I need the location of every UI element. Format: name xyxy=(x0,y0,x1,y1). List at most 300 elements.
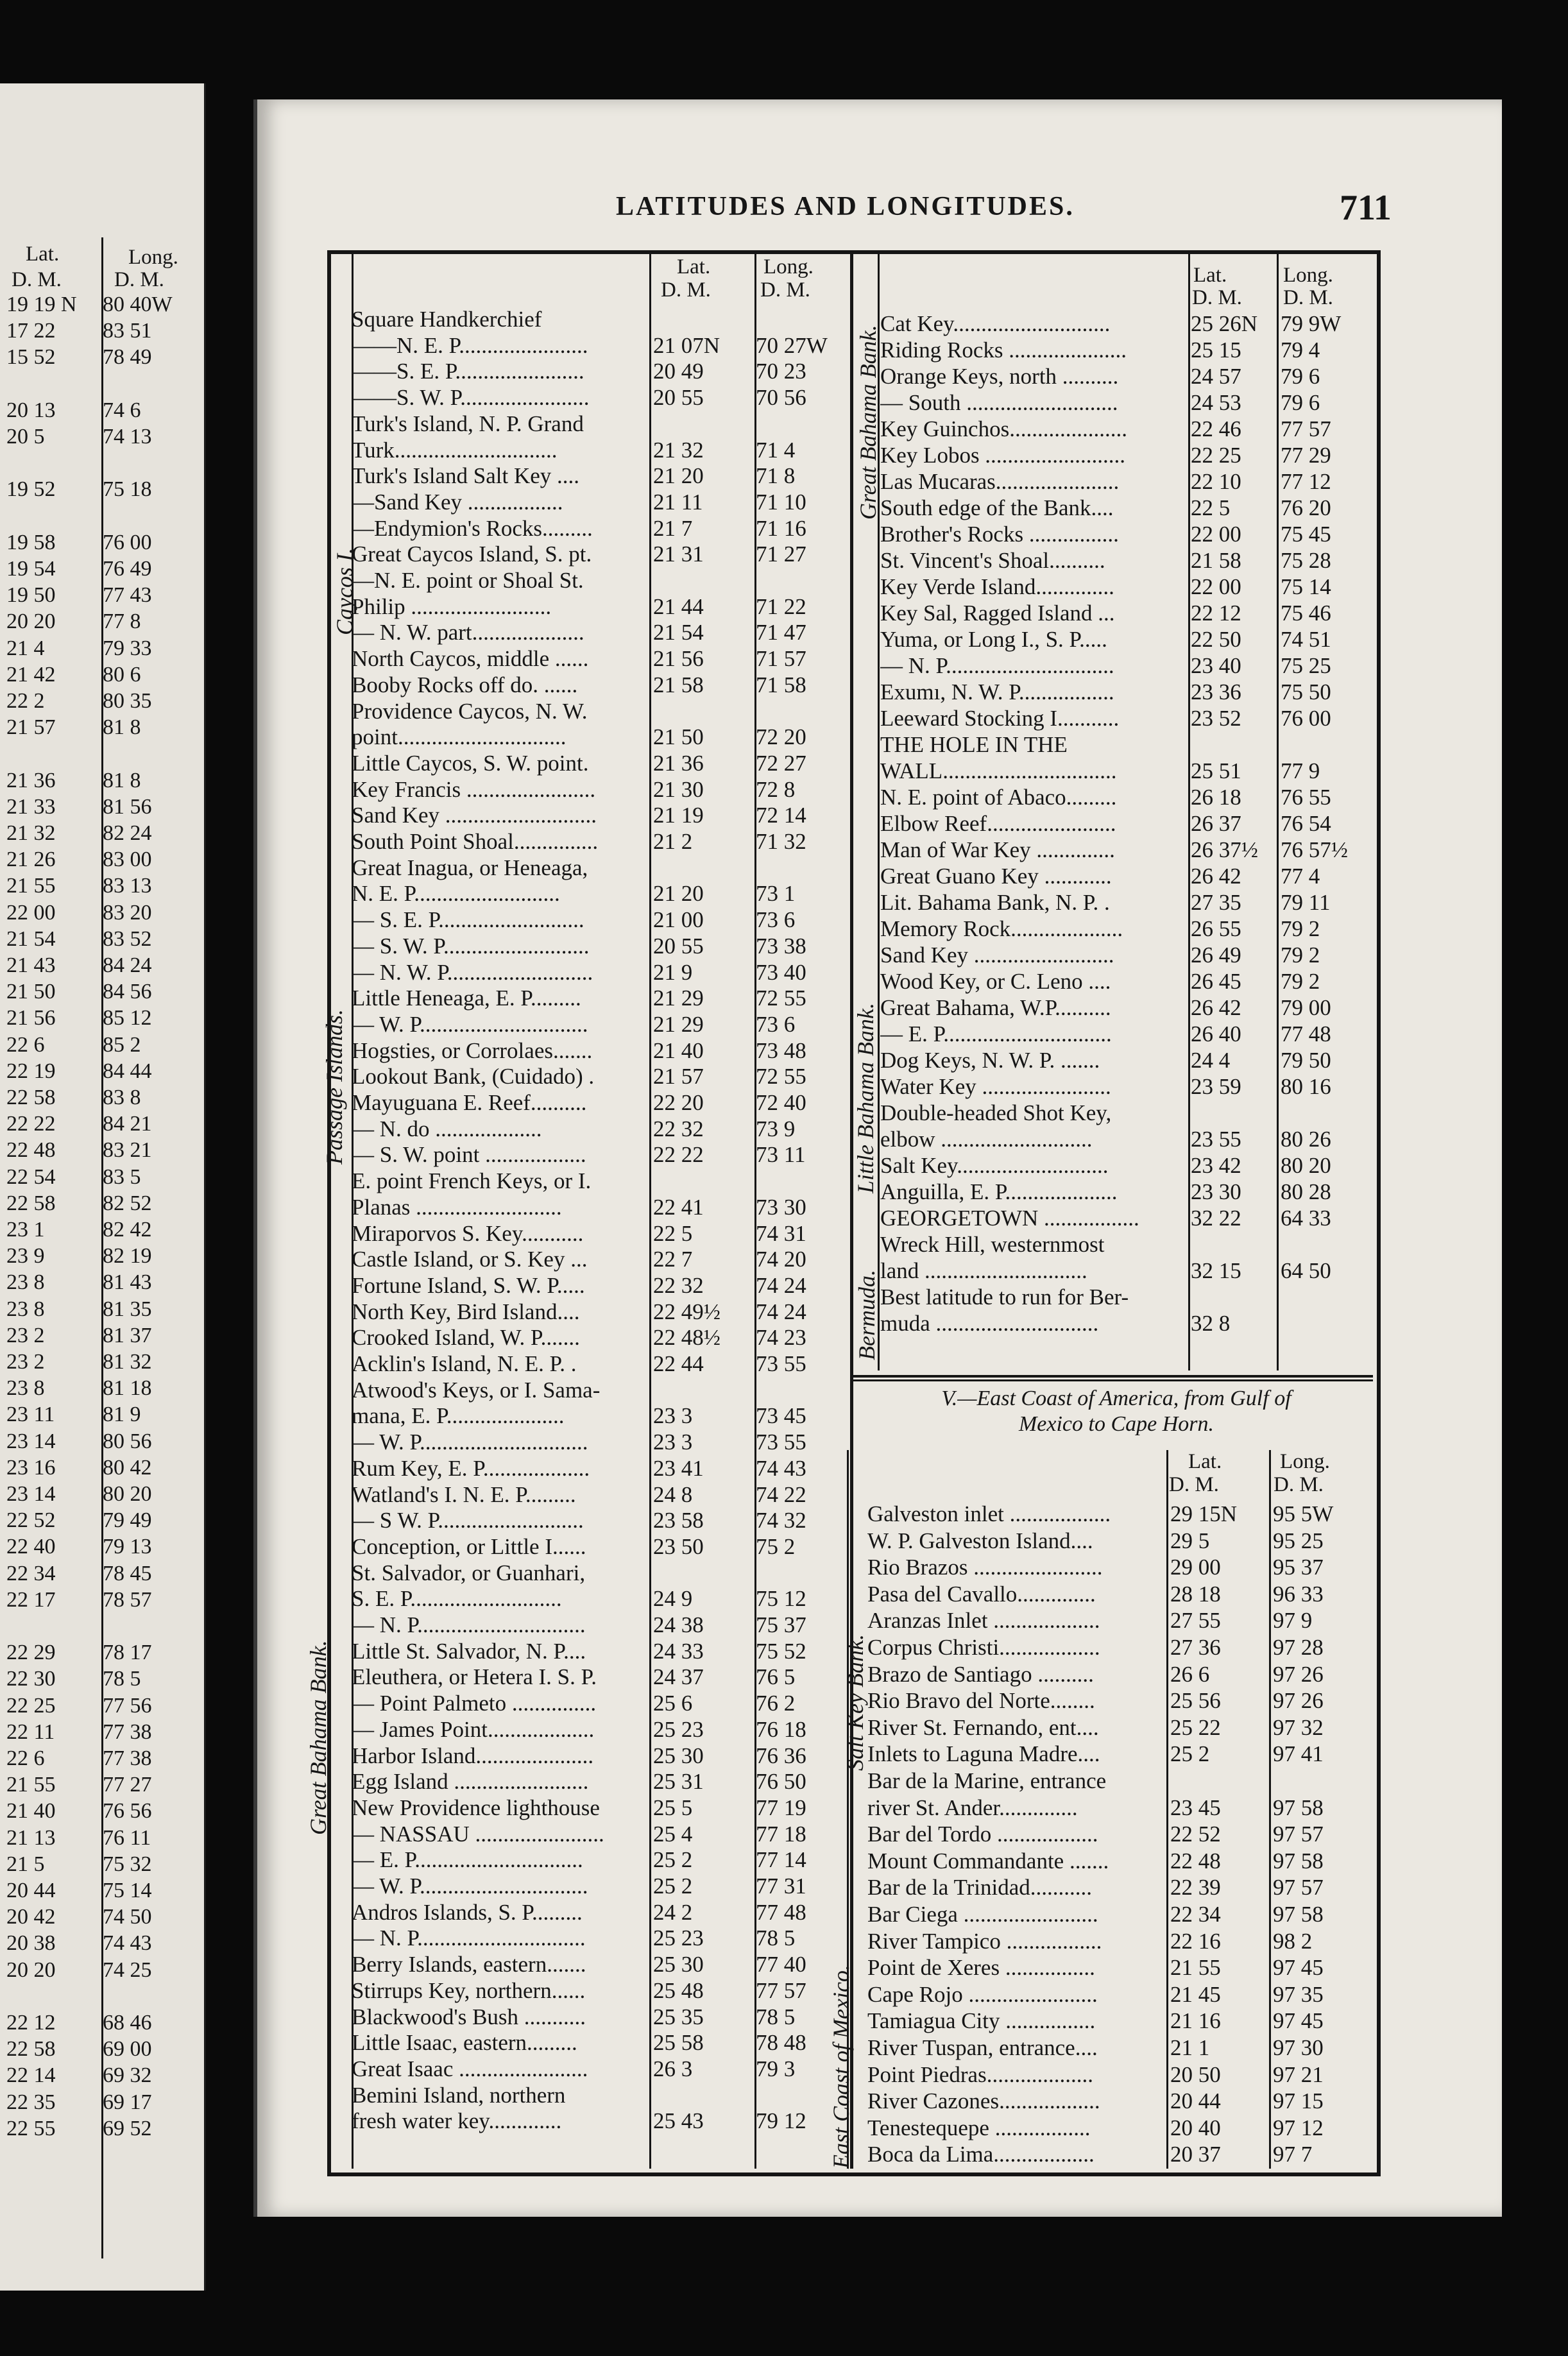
left-latitude: 17 22 xyxy=(6,319,56,343)
latitude-value: 22 46 xyxy=(1191,416,1241,441)
table-row xyxy=(352,2108,852,2134)
left-longitude: 74 6 xyxy=(103,398,141,422)
left-longitude: 74 13 xyxy=(103,425,152,448)
latitude-value: 21 54 xyxy=(653,620,704,645)
place-name: Wood Key, or C. Leno .... xyxy=(880,969,1111,994)
table-row xyxy=(352,333,852,359)
place-name: Atwood's Keys, or I. Sama- xyxy=(352,1377,601,1403)
latitude-value: 28 18 xyxy=(1170,1581,1221,1607)
left-longitude: 80 42 xyxy=(103,1455,152,1480)
latitude-value: 25 26N xyxy=(1191,311,1258,336)
place-name: Memory Rock.................... xyxy=(880,916,1123,941)
latitude-value: 26 18 xyxy=(1191,785,1241,810)
table-row xyxy=(867,1822,1374,1847)
latitude-value: 25 23 xyxy=(653,1925,704,1951)
table-row xyxy=(352,411,852,437)
place-name: Great Guano Key ............ xyxy=(880,864,1112,889)
longitude-value: 97 7 xyxy=(1273,2142,1313,2167)
place-name: Sand Key ........................... xyxy=(352,803,597,828)
latitude-value: 21 57 xyxy=(653,1064,704,1089)
table-row xyxy=(352,1612,852,1638)
place-name: Orange Keys, north .......... xyxy=(880,364,1119,389)
table-row xyxy=(880,706,1374,731)
longitude-value: 70 56 xyxy=(756,385,806,411)
longitude-value: 97 9 xyxy=(1273,1608,1313,1634)
place-name: Cat Key............................ xyxy=(880,311,1111,336)
table-row xyxy=(880,1153,1374,1179)
place-name: — E. P.............................. xyxy=(880,1021,1112,1046)
place-name: River St. Fernando, ent.... xyxy=(867,1714,1099,1740)
table-row xyxy=(880,758,1374,784)
longitude-value: 71 22 xyxy=(756,593,806,619)
latitude-value: 29 15N xyxy=(1170,1501,1238,1526)
place-name: Tenestequepe ................. xyxy=(867,2115,1091,2140)
left-longitude: 84 21 xyxy=(103,1112,152,1136)
longitude-value: 71 16 xyxy=(756,515,806,541)
place-name: muda ............................. xyxy=(880,1311,1099,1336)
left-header-dm: D. M. xyxy=(12,268,62,291)
table-row xyxy=(867,1929,1374,1954)
longitude-value: 75 25 xyxy=(1281,653,1331,678)
left-latitude: 20 44 xyxy=(6,1879,56,1902)
place-name: Stirrups Key, northern...... xyxy=(352,1977,586,2003)
latitude-value: 21 44 xyxy=(653,593,704,619)
place-name: — S. E. P.......................... xyxy=(352,907,584,933)
place-name: Tamiagua City ................ xyxy=(867,2008,1096,2034)
place-name: Andros Islands, S. P......... xyxy=(352,1899,583,1925)
longitude-value: 73 55 xyxy=(756,1430,806,1455)
group-label-great-bahama-right: Great Bahama Bank. xyxy=(855,325,881,520)
table-row xyxy=(867,2008,1374,2034)
left-latitude: 20 42 xyxy=(6,1905,56,1929)
latitude-value: 26 42 xyxy=(1191,995,1241,1020)
table-row xyxy=(867,1715,1374,1741)
col3-header-lat: Lat. xyxy=(1188,1450,1222,1473)
left-latitude: 23 1 xyxy=(6,1218,45,1242)
place-name: Rio Brazos ....................... xyxy=(867,1555,1103,1580)
place-name: land ............................. xyxy=(880,1258,1087,1283)
latitude-value: 26 3 xyxy=(653,2056,693,2081)
place-name: Great Isaac ....................... xyxy=(352,2056,588,2081)
left-latitude: 22 58 xyxy=(6,1191,56,1215)
table-row xyxy=(880,916,1374,942)
table-row xyxy=(352,1743,852,1769)
longitude-value: 73 6 xyxy=(756,1011,796,1037)
place-name: ——S. W. P....................... xyxy=(352,385,590,411)
place-name: Leeward Stocking I........... xyxy=(880,706,1120,731)
place-name: Providence Caycos, N. W. xyxy=(352,698,588,724)
longitude-value: 97 58 xyxy=(1273,1848,1324,1874)
longitude-value: 80 26 xyxy=(1281,1127,1331,1152)
table-row xyxy=(352,1822,852,1847)
longitude-value: 77 14 xyxy=(756,1847,806,1873)
latitude-value: 24 8 xyxy=(653,1481,693,1507)
longitude-value: 64 50 xyxy=(1281,1258,1331,1283)
left-longitude: 84 56 xyxy=(103,980,152,1004)
left-latitude: 22 34 xyxy=(6,1561,56,1585)
table-row xyxy=(867,1608,1374,1634)
place-name: N. E. P.......................... xyxy=(352,881,560,907)
place-name: mana, E. P..................... xyxy=(352,1403,565,1429)
col1-header-long-dm: D. M. xyxy=(760,278,810,302)
latitude-value: 25 30 xyxy=(653,1743,704,1768)
table-row xyxy=(880,837,1374,863)
longitude-value: 98 2 xyxy=(1273,1928,1313,1954)
group-label-caycos: Caycos I. xyxy=(332,548,357,635)
latitude-value: 24 37 xyxy=(653,1664,704,1690)
table-row xyxy=(352,1168,852,1194)
latitude-value: 21 45 xyxy=(1170,1981,1221,2007)
left-header-long: Long. xyxy=(128,246,178,269)
place-name: Philip ......................... xyxy=(352,593,552,619)
longitude-value: 78 48 xyxy=(756,2030,806,2056)
latitude-value: 22 00 xyxy=(1191,522,1241,547)
place-name: elbow ........................... xyxy=(880,1127,1093,1152)
longitude-value: 71 32 xyxy=(756,829,806,854)
place-name: E. point French Keys, or I. xyxy=(352,1168,592,1194)
longitude-value: 75 2 xyxy=(756,1533,796,1559)
table-row xyxy=(352,516,852,542)
table-row xyxy=(352,1691,852,1716)
table-row xyxy=(352,751,852,776)
latitude-value: 21 56 xyxy=(653,646,704,672)
left-longitude: 75 18 xyxy=(103,477,152,502)
longitude-value: 97 15 xyxy=(1273,2088,1324,2114)
table-row xyxy=(880,785,1374,810)
place-name: St. Vincent's Shoal.......... xyxy=(880,548,1105,573)
left-latitude: 22 19 xyxy=(6,1059,56,1083)
longitude-value: 96 33 xyxy=(1273,1581,1324,1607)
longitude-value: 75 14 xyxy=(1281,574,1331,599)
table-row xyxy=(880,601,1374,626)
longitude-value: 72 55 xyxy=(756,986,806,1011)
table-row xyxy=(352,1508,852,1533)
left-longitude: 68 46 xyxy=(103,2011,152,2035)
longitude-value: 70 27W xyxy=(756,332,828,358)
table-row xyxy=(352,1351,852,1377)
latitude-value: 25 6 xyxy=(653,1691,693,1716)
place-name: St. Salvador, or Guanhari, xyxy=(352,1560,586,1585)
left-longitude: 85 12 xyxy=(103,1006,152,1030)
place-name: River Cazones.................. xyxy=(867,2088,1100,2114)
latitude-value: 26 55 xyxy=(1191,916,1241,941)
left-latitude: 20 38 xyxy=(6,1931,56,1956)
longitude-value: 77 57 xyxy=(1281,416,1331,441)
table-row xyxy=(352,1195,852,1220)
place-name: — S. W. P.......................... xyxy=(352,933,590,959)
longitude-value: 97 28 xyxy=(1273,1635,1324,1660)
table-row xyxy=(352,881,852,907)
place-name: Water Key ....................... xyxy=(880,1074,1111,1099)
table-row xyxy=(352,1378,852,1403)
table-row xyxy=(880,443,1374,468)
longitude-value: 74 20 xyxy=(756,1247,806,1272)
place-name: Sand Key ......................... xyxy=(880,943,1114,968)
left-longitude: 83 5 xyxy=(103,1165,141,1189)
longitude-value: 73 6 xyxy=(756,907,796,933)
left-longitude: 82 19 xyxy=(103,1244,152,1268)
left-longitude: 83 21 xyxy=(103,1138,152,1163)
table-row xyxy=(352,1090,852,1116)
table-row xyxy=(880,627,1374,653)
table-row xyxy=(867,1982,1374,2008)
left-latitude: 22 22 xyxy=(6,1112,56,1136)
place-name: South edge of the Bank.... xyxy=(880,495,1114,520)
place-name: Little Heneaga, E. P......... xyxy=(352,986,581,1011)
latitude-value: 22 48 xyxy=(1170,1848,1221,1874)
table-row xyxy=(352,1064,852,1089)
table-row xyxy=(867,2062,1374,2088)
longitude-value: 77 29 xyxy=(1281,443,1331,468)
left-latitude: 21 5 xyxy=(6,1852,45,1876)
col2-header-lat-dm: D. M. xyxy=(1192,286,1242,309)
place-name: Bar de la Marine, entrance xyxy=(867,1768,1107,1793)
place-name: South Point Shoal............... xyxy=(352,829,599,854)
left-latitude: 22 25 xyxy=(6,1693,56,1718)
place-name: —N. E. point or Shoal St. xyxy=(352,568,584,593)
table-row xyxy=(352,1534,852,1560)
place-name: Turk's Island Salt Key .... xyxy=(352,463,580,489)
latitude-value: 22 5 xyxy=(653,1220,693,1246)
place-name: Inlets to Laguna Madre.... xyxy=(867,1741,1100,1767)
latitude-value: 23 50 xyxy=(653,1533,704,1559)
left-latitude: 23 8 xyxy=(6,1270,45,1295)
latitude-value: 21 11 xyxy=(653,489,703,515)
place-name: Boca da Lima.................. xyxy=(867,2142,1095,2167)
longitude-value: 79 00 xyxy=(1281,995,1331,1020)
latitude-value: 22 22 xyxy=(653,1142,704,1168)
left-latitude: 21 57 xyxy=(6,715,56,740)
latitude-value: 25 2 xyxy=(653,1847,693,1873)
latitude-value: 21 00 xyxy=(653,907,704,933)
longitude-value: 97 57 xyxy=(1273,1875,1324,1900)
left-longitude: 83 20 xyxy=(103,900,152,925)
left-latitude: 22 6 xyxy=(6,1032,45,1057)
longitude-value: 76 00 xyxy=(1281,706,1331,731)
longitude-value: 71 4 xyxy=(756,437,796,463)
place-name: Great Caycos Island, S. pt. xyxy=(352,542,592,567)
place-name: W. P. Galveston Island.... xyxy=(867,1528,1093,1553)
place-name: — W. P.............................. xyxy=(352,1011,588,1037)
latitude-value: 20 40 xyxy=(1170,2115,1221,2140)
left-latitude: 22 55 xyxy=(6,2116,56,2140)
longitude-value: 75 46 xyxy=(1281,601,1331,626)
latitude-value: 27 55 xyxy=(1170,1608,1221,1634)
place-name: ——S. E. P....................... xyxy=(352,359,584,384)
table-row xyxy=(880,890,1374,916)
latitude-value: 23 41 xyxy=(653,1455,704,1481)
longitude-value: 73 38 xyxy=(756,933,806,959)
left-latitude: 22 40 xyxy=(6,1535,56,1559)
left-latitude: 20 13 xyxy=(6,398,56,422)
table-row xyxy=(352,986,852,1011)
left-latitude: 19 54 xyxy=(6,557,56,581)
left-longitude: 81 43 xyxy=(103,1270,152,1295)
longitude-value: 79 6 xyxy=(1281,390,1320,415)
left-longitude: 83 51 xyxy=(103,319,152,343)
col2-header-lat: Lat. xyxy=(1193,264,1227,287)
place-name: North Caycos, middle ...... xyxy=(352,646,589,672)
table-row xyxy=(352,803,852,828)
longitude-value: 75 50 xyxy=(1281,679,1331,704)
latitude-value: 24 2 xyxy=(653,1899,693,1925)
place-name: Key Guinchos..................... xyxy=(880,416,1127,441)
left-latitude: 23 14 xyxy=(6,1429,56,1453)
longitude-value: 77 12 xyxy=(1281,469,1331,494)
latitude-value: 20 44 xyxy=(1170,2088,1221,2114)
left-longitude: 78 5 xyxy=(103,1667,141,1691)
latitude-value: 22 49½ xyxy=(653,1299,720,1324)
place-name: Square Handkerchief xyxy=(352,307,542,332)
left-longitude: 80 20 xyxy=(103,1482,152,1506)
left-latitude: 21 42 xyxy=(6,662,56,687)
table-row xyxy=(880,864,1374,889)
place-name: Egg Island ........................ xyxy=(352,1769,589,1795)
left-latitude: 19 19 N xyxy=(6,293,77,316)
latitude-value: 25 58 xyxy=(653,2030,704,2056)
place-name: Man of War Key .............. xyxy=(880,837,1115,862)
longitude-value: 76 2 xyxy=(756,1691,796,1716)
place-name: — E. P.............................. xyxy=(352,1847,583,1873)
left-latitude: 22 17 xyxy=(6,1587,56,1612)
latitude-value: 20 37 xyxy=(1170,2142,1221,2167)
table-row xyxy=(352,490,852,515)
table-row xyxy=(880,1100,1374,1126)
table-row xyxy=(352,1925,852,1951)
left-longitude: 83 13 xyxy=(103,874,152,898)
latitude-value: 21 32 xyxy=(653,437,704,463)
place-name: Mayuguana E. Reef.......... xyxy=(352,1090,587,1115)
table-row xyxy=(352,1952,852,1977)
left-latitude: 22 29 xyxy=(6,1641,56,1665)
place-name: GEORGETOWN ................. xyxy=(880,1206,1139,1231)
longitude-value: 77 19 xyxy=(756,1795,806,1820)
left-latitude: 21 26 xyxy=(6,848,56,872)
place-name: Wreck Hill, westernmost xyxy=(880,1232,1105,1257)
place-name: Point de Xeres ................ xyxy=(867,1955,1095,1981)
longitude-value: 71 47 xyxy=(756,620,806,645)
longitude-value: 77 40 xyxy=(756,1952,806,1977)
table-row xyxy=(352,1769,852,1795)
place-name: Elbow Reef....................... xyxy=(880,811,1116,836)
left-longitude: 75 32 xyxy=(103,1852,152,1876)
table-row xyxy=(867,1582,1374,1607)
longitude-value: 77 4 xyxy=(1281,864,1320,889)
left-longitude: 81 32 xyxy=(103,1350,152,1374)
left-latitude: 21 33 xyxy=(6,794,56,819)
place-name: — N. P.............................. xyxy=(352,1925,586,1951)
place-name: Crooked Island, W. P....... xyxy=(352,1325,580,1351)
latitude-value: 21 55 xyxy=(1170,1955,1221,1981)
longitude-value: 77 48 xyxy=(756,1899,806,1925)
place-name: Double-headed Shot Key, xyxy=(880,1100,1112,1125)
table-row xyxy=(352,724,852,750)
left-latitude: 21 43 xyxy=(6,953,56,977)
table-row xyxy=(352,855,852,881)
left-header-lat: Lat. xyxy=(26,243,60,266)
longitude-value: 97 30 xyxy=(1273,2035,1324,2060)
left-longitude: 83 00 xyxy=(103,848,152,872)
place-name: Booby Rocks off do. ...... xyxy=(352,672,578,697)
table-row xyxy=(880,811,1374,837)
table-row xyxy=(880,1206,1374,1231)
table-row xyxy=(352,620,852,645)
left-longitude: 78 49 xyxy=(103,345,152,370)
latitude-value: 29 00 xyxy=(1170,1555,1221,1580)
left-latitude: 21 56 xyxy=(6,1006,56,1030)
latitude-value: 22 25 xyxy=(1191,443,1241,468)
table-row xyxy=(352,934,852,959)
table-row xyxy=(880,469,1374,495)
table-row xyxy=(867,1528,1374,1554)
table-row xyxy=(352,594,852,620)
left-latitude: 21 50 xyxy=(6,980,56,1004)
longitude-value: 76 20 xyxy=(1281,495,1331,520)
latitude-value: 21 58 xyxy=(1191,548,1241,573)
col3-header-lat-dm: D. M. xyxy=(1169,1473,1219,1496)
place-name: Little Caycos, S. W. point. xyxy=(352,750,589,776)
longitude-value: 72 40 xyxy=(756,1090,806,1115)
latitude-value: 23 42 xyxy=(1191,1153,1241,1178)
place-name: Brother's Rocks ................ xyxy=(880,522,1119,547)
longitude-value: 73 9 xyxy=(756,1116,796,1141)
table-row xyxy=(867,1501,1374,1527)
table-row xyxy=(867,1955,1374,1981)
latitude-value: 32 22 xyxy=(1191,1206,1241,1231)
group-label-little-bahama: Little Bahama Bank. xyxy=(853,1003,878,1193)
longitude-value: 64 33 xyxy=(1281,1206,1331,1231)
table-row xyxy=(352,1247,852,1272)
table-row xyxy=(880,1127,1374,1152)
place-name: Rio Bravo del Norte........ xyxy=(867,1688,1095,1714)
longitude-value: 79 9W xyxy=(1281,311,1342,336)
longitude-value: 76 50 xyxy=(756,1769,806,1795)
latitude-value: 21 29 xyxy=(653,986,704,1011)
left-latitude: 22 00 xyxy=(6,900,56,925)
latitude-value: 22 16 xyxy=(1170,1928,1221,1954)
latitude-value: 24 38 xyxy=(653,1612,704,1637)
latitude-value: 25 43 xyxy=(653,2108,704,2134)
longitude-value: 75 45 xyxy=(1281,522,1331,547)
longitude-value: 77 31 xyxy=(756,1874,806,1899)
left-longitude: 76 56 xyxy=(103,1799,152,1823)
table-row xyxy=(352,1560,852,1586)
longitude-value: 97 58 xyxy=(1273,1902,1324,1927)
left-longitude: 77 27 xyxy=(103,1773,152,1797)
longitude-value: 97 57 xyxy=(1273,1822,1324,1847)
place-name: Bar de la Trinidad........... xyxy=(867,1875,1092,1900)
left-latitude: 23 14 xyxy=(6,1482,56,1506)
longitude-value: 79 2 xyxy=(1281,969,1320,994)
latitude-value: 21 9 xyxy=(653,959,693,985)
table-row xyxy=(867,1875,1374,1900)
latitude-value: 23 59 xyxy=(1191,1074,1241,1099)
longitude-value: 80 28 xyxy=(1281,1179,1331,1204)
table-row xyxy=(352,1403,852,1429)
left-longitude: 85 2 xyxy=(103,1032,141,1057)
longitude-value: 72 14 xyxy=(756,803,806,828)
longitude-value: 72 8 xyxy=(756,776,796,802)
latitude-value: 26 49 xyxy=(1191,943,1241,968)
table-row xyxy=(352,1142,852,1168)
col3-header-long-dm: D. M. xyxy=(1274,1473,1324,1496)
left-longitude: 81 37 xyxy=(103,1323,152,1347)
longitude-value: 76 5 xyxy=(756,1664,796,1690)
latitude-value: 25 22 xyxy=(1170,1714,1221,1740)
table-row xyxy=(880,1074,1374,1100)
left-latitude: 23 9 xyxy=(6,1244,45,1268)
longitude-value: 73 30 xyxy=(756,1194,806,1220)
